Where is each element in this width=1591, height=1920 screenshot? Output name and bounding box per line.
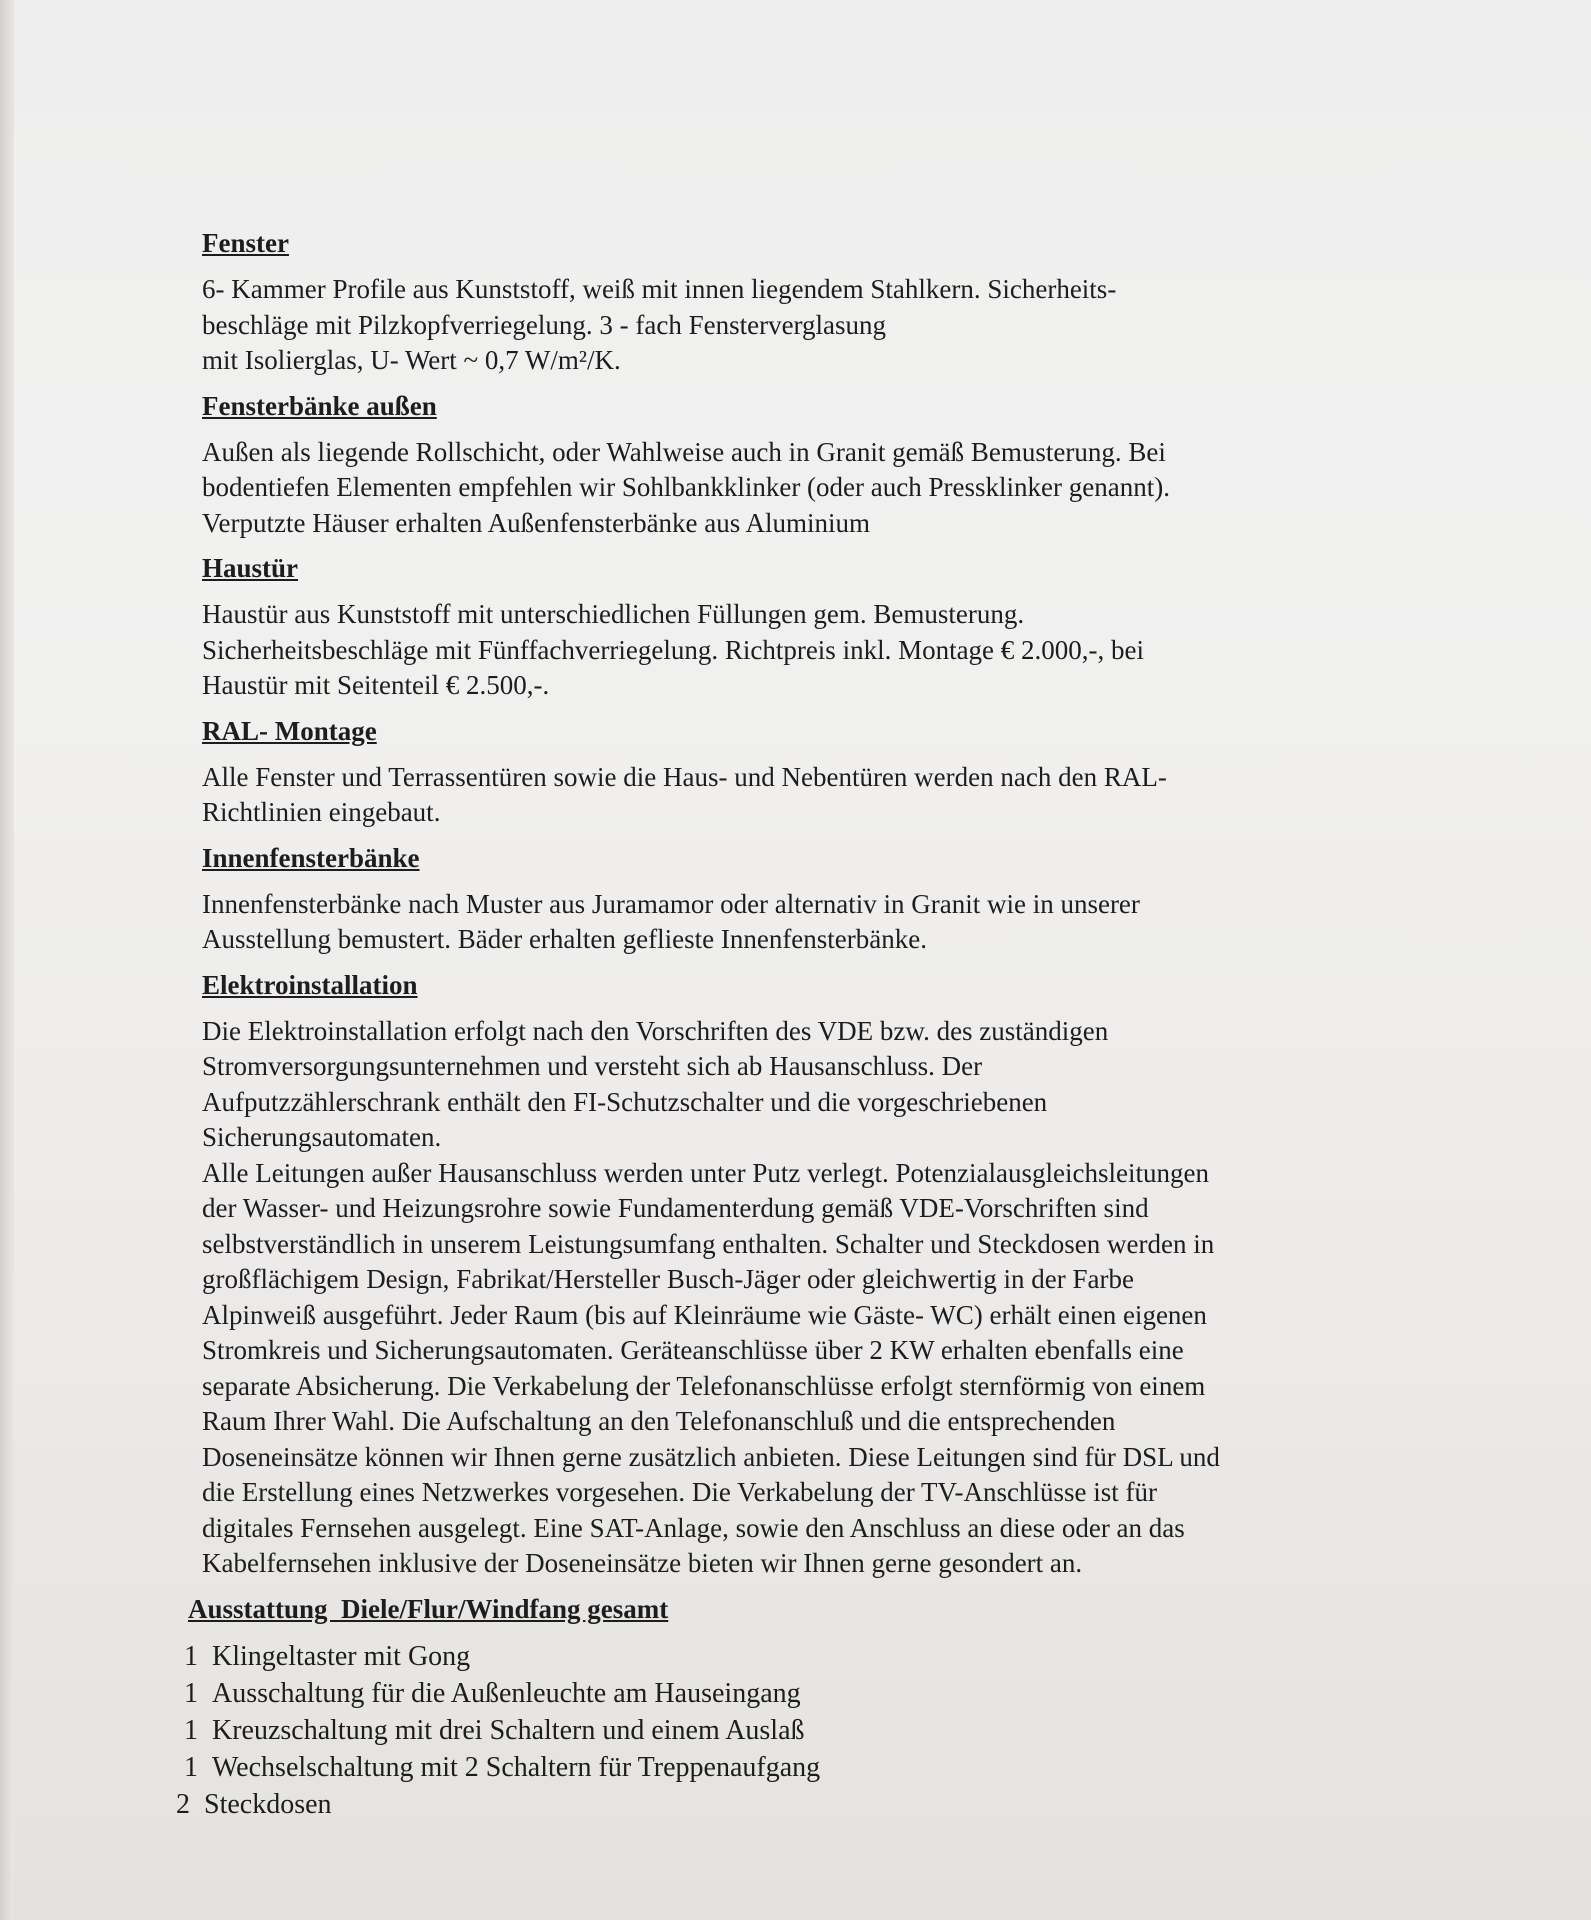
section-body: Haustür aus Kunststoff mit unterschiedlichen Füllungen gem. Bemusterung. Sicherheitsbeschläge mit Fünffachverriegelung. Richtpreis inkl. Montage € 2.000,-, bei Haustür mit Seitenteil € 2.500,-.: [202, 599, 1145, 700]
section-body: Die Elektroinstallation erfolgt nach den Vorschriften des VDE bzw. des zuständigen Stromversorgungsunternehmen und versteht sich ab Hausanschluss. Der Aufputzzählerschrank enthält den FI-Schutzschalter und die vorgeschriebenen Sicherungsautomaten. Alle Leitungen außer Hausanschluss werden unter Putz verlegt. Potenzialausgleichsleitungen der Wasser- und Heizungsrohre sowie Fundamenterdung gemäß VDE-Vorschriften sind selbstverständlich in unserem Leistungsumfang enthalten. Schalter und Steckdosen werden in großflächigem Design, Fabrikat/Hersteller Busch-Jäger oder gleichwertig in der Farbe Alpinweiß ausgeführt. Jeder Raum (bis auf Kleinräume wie Gäste- WC) erhält einen eigenen Stromkreis und Sicherungsautomaten. Geräteanschlüsse über 2 KW erhalten ebenfalls eine separate Absicherung. Die Verkabelung der Telefonanschlüsse erfolgt sternförmig von einem Raum Ihrer Wahl. Die Aufschaltung an den Telefonanschluß und die entsprechenden Doseneinsätze können wir Ihnen gerne zusätzlich anbieten. Diese Leitungen sind für DSL und die Erstellung eines Netzwerkes vorgesehen. Die Verkabelung der TV-Anschlüsse ist für digitales Fernsehen ausgelegt. Eine SAT-Anlage, sowie den Anschluss an diese oder an das Kabelfernsehen inklusive der Doseneinsätze bieten wir Ihnen gerne gesondert an.: [202, 1015, 1220, 1578]
section-heading: Ausstattung Diele/Flur/Windfang gesamt: [188, 1593, 669, 1624]
section-ausstattung: [176, 1592, 1348, 1823]
section-innenfensterbaenke: [198, 841, 1348, 958]
section-heading: Innenfensterbänke: [202, 842, 420, 873]
item-quantity: 1: [184, 1751, 198, 1783]
section-heading: RAL- Montage: [202, 715, 377, 746]
page-edge: [0, 0, 14, 1920]
section-heading: Elektroinstallation: [202, 969, 418, 1000]
item-text: Kreuzschaltung mit drei Schaltern und einem Auslaß: [212, 1714, 805, 1746]
list-item: [184, 1749, 1348, 1786]
item-text: Wechselschaltung mit 2 Schaltern für Treppenaufgang: [212, 1751, 821, 1783]
section-body: 6- Kammer Profile aus Kunststoff, weiß mit innen liegendem Stahlkern. Sicherheits- beschläge mit Pilzkopfverriegelung. 3 - fach Fensterverglasung mit Isolierglas, U- Wert ~ 0,7 W/m²/K.: [202, 274, 1117, 375]
section-body: Innenfensterbänke nach Muster aus Juramamor oder alternativ in Granit wie in unserer Ausstellung bemustert. Bäder erhalten geflieste Innenfensterbänke.: [202, 888, 1140, 954]
item-quantity: 1: [184, 1714, 198, 1746]
item-quantity: 1: [184, 1640, 198, 1672]
section-elektroinstallation: [198, 968, 1348, 1582]
section-fensterbaenke-aussen: [198, 389, 1348, 542]
item-quantity: 2: [176, 1788, 190, 1820]
section-haustuer: [198, 551, 1348, 704]
list-item: [184, 1638, 1348, 1675]
list-item: [176, 1786, 1348, 1823]
item-text: Steckdosen: [204, 1788, 332, 1820]
section-heading: Haustür: [202, 553, 299, 583]
section-fenster: [198, 226, 1348, 379]
item-text: Ausschaltung für die Außenleuchte am Hauseingang: [212, 1677, 801, 1709]
list-item: [184, 1675, 1348, 1712]
item-text: Klingeltaster mit Gong: [212, 1640, 471, 1672]
item-quantity: 1: [184, 1677, 198, 1709]
document-content: [176, 226, 1348, 1823]
section-body: Alle Fenster und Terrassentüren sowie die Haus- und Nebentüren werden nach den RAL- Richtlinien eingebaut.: [202, 761, 1167, 827]
section-heading: Fenster: [202, 228, 289, 258]
equipment-list: [176, 1638, 1348, 1823]
section-body: Außen als liegende Rollschicht, oder Wahlweise auch in Granit gemäß Bemusterung. Bei bodentiefen Elementen empfehlen wir Sohlbankklinker (oder auch Pressklinker genannt). Verputzte Häuser erhalten Außenfensterbänke aus Aluminium: [202, 436, 1170, 538]
list-item: [184, 1712, 1348, 1749]
section-heading: Fensterbänke außen: [202, 390, 437, 421]
section-ral-montage: [198, 714, 1348, 831]
